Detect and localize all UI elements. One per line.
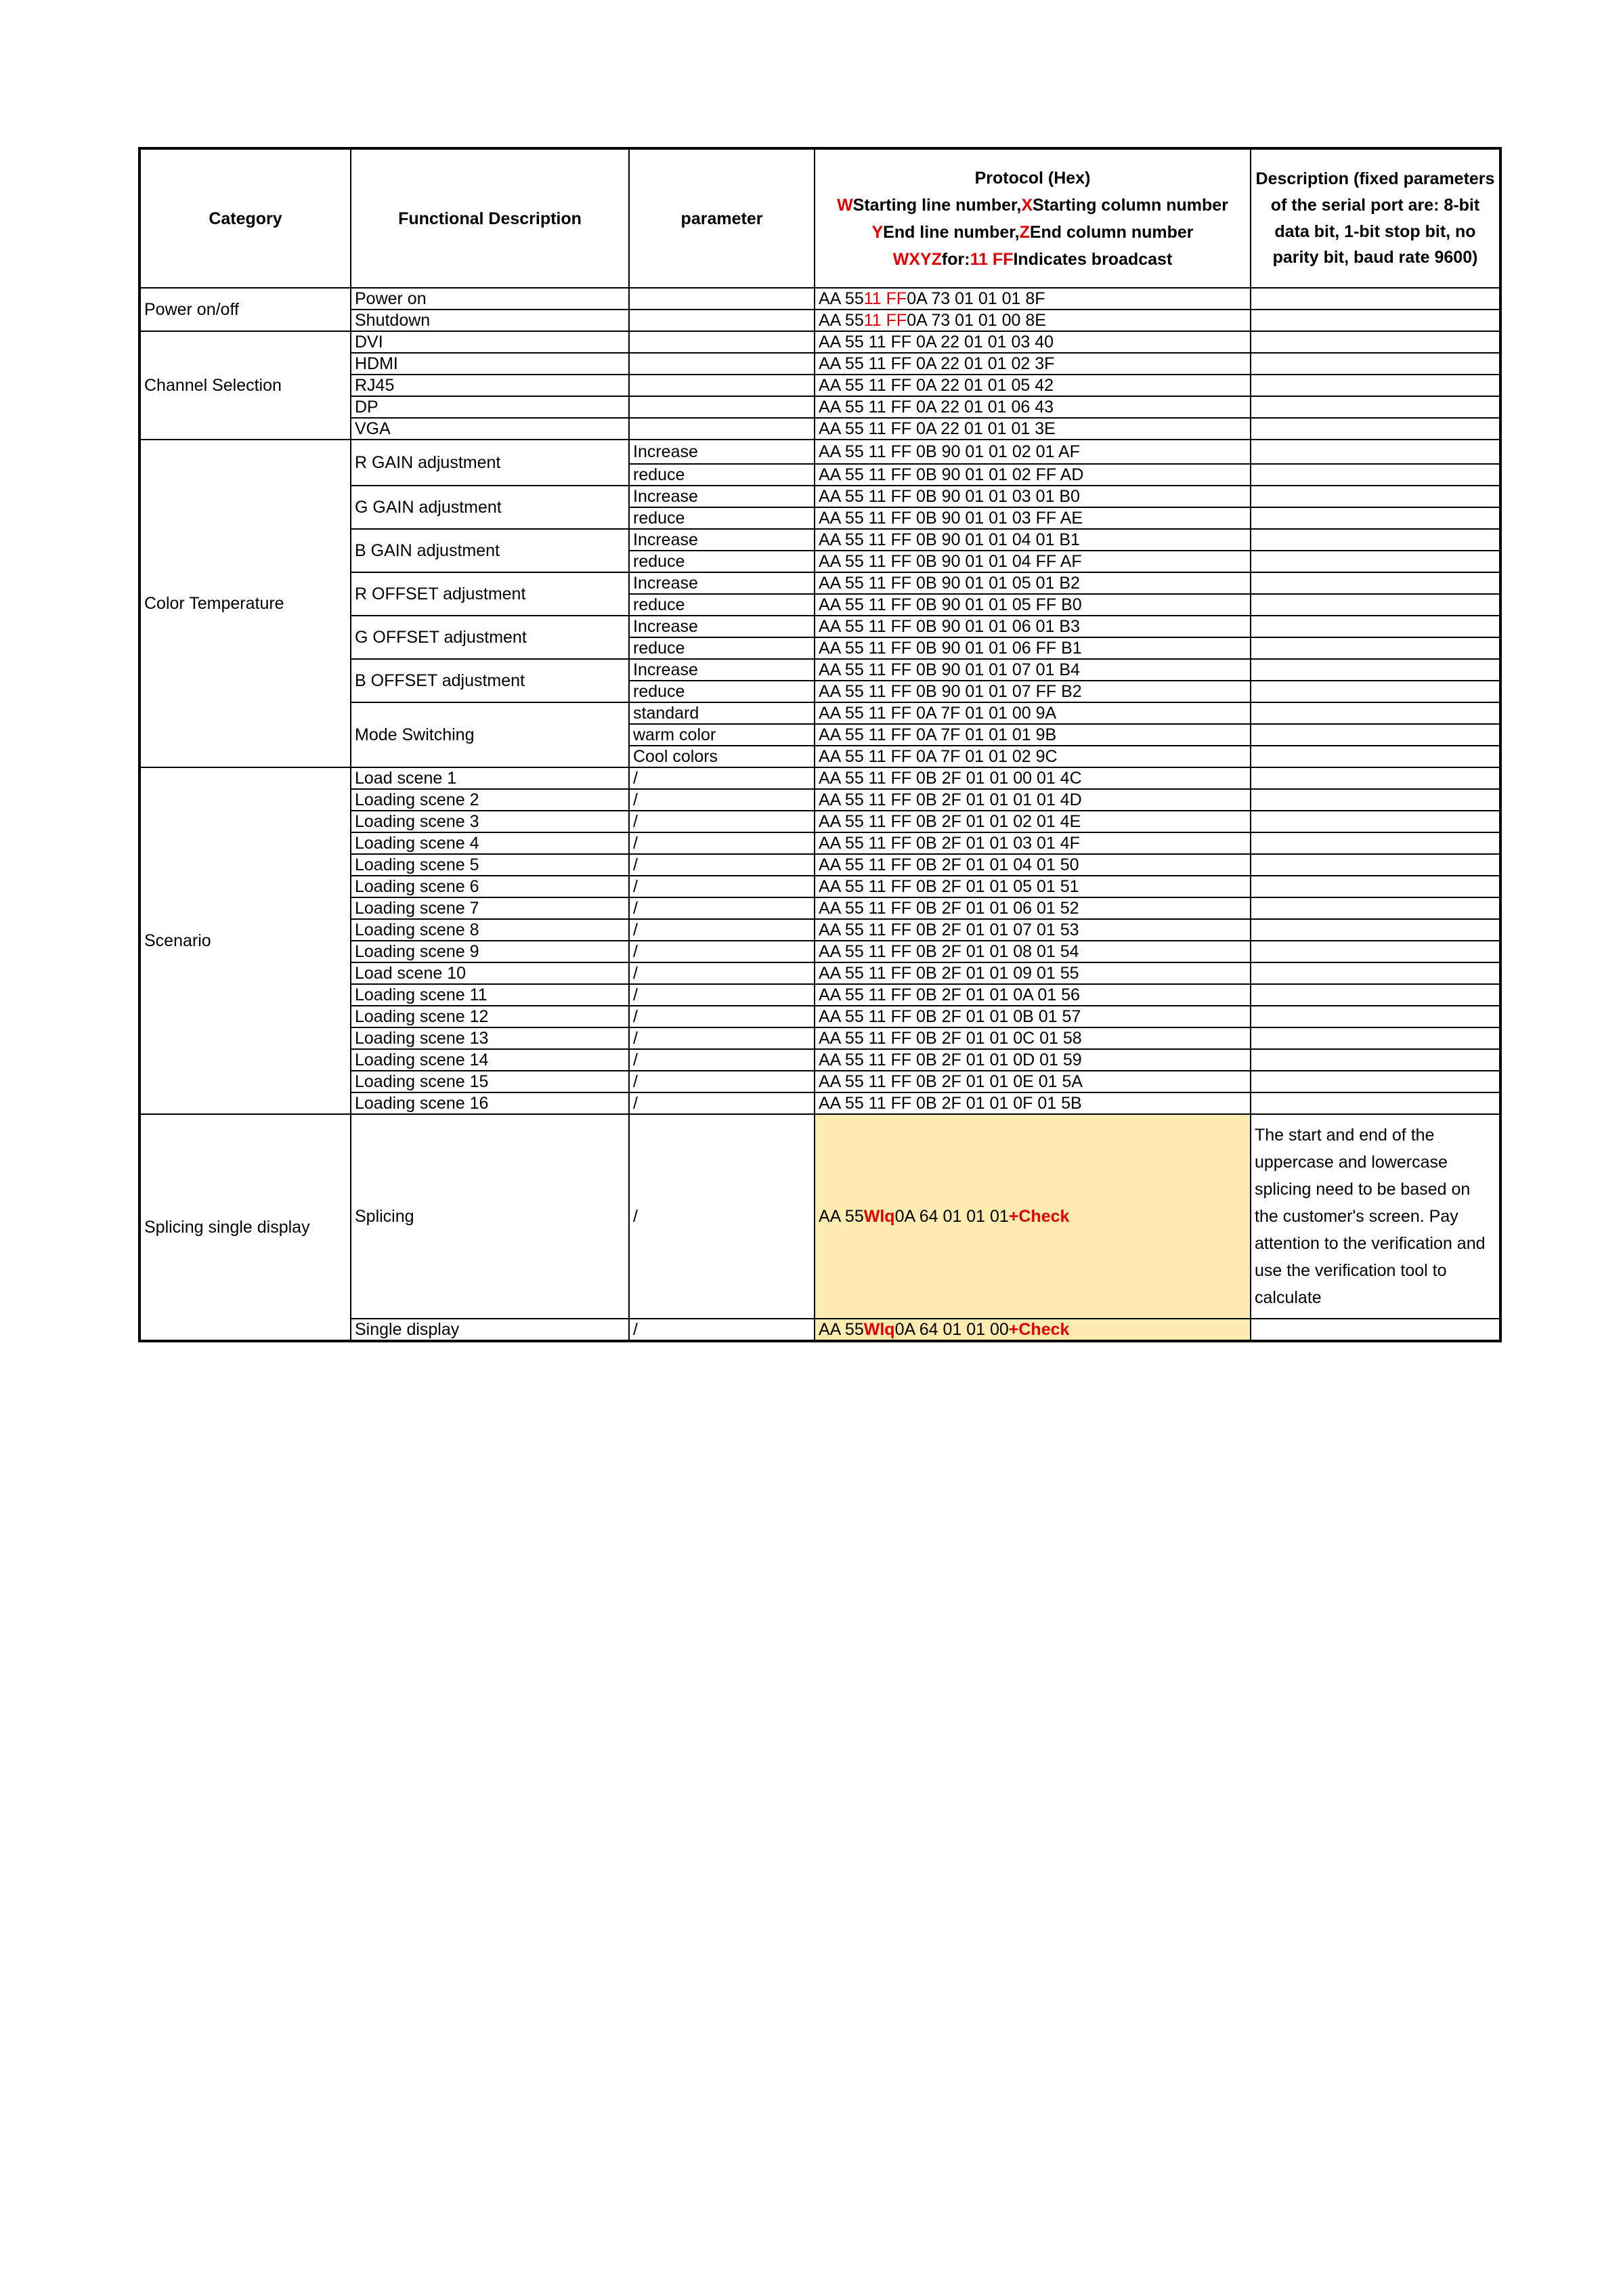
param-cell: [629, 396, 815, 418]
param-cell: /: [629, 919, 815, 941]
splicing-note: The start and end of the uppercase and lowercase splicing need to be based on the customer's screen. Pay attention to the verification and use the verification tool to calculate: [1251, 1114, 1500, 1319]
desc-cell: [1251, 1319, 1500, 1341]
func-cell: G GAIN adjustment: [351, 486, 629, 529]
param-cell: /: [629, 789, 815, 811]
protocol-cell: AA 55Wlq0A 64 01 01 00+Check: [815, 1319, 1251, 1341]
func-cell: R OFFSET adjustment: [351, 572, 629, 616]
protocol-legend-line-2: YEnd line number,ZEnd column number: [871, 222, 1194, 242]
protocol-cell: AA 55 11 FF 0B 2F 01 01 01 01 4D: [815, 789, 1251, 811]
desc-cell: [1251, 440, 1500, 464]
desc-cell: [1251, 854, 1500, 876]
param-cell: /: [629, 854, 815, 876]
func-cell: Loading scene 3: [351, 811, 629, 832]
desc-cell: [1251, 919, 1500, 941]
protocol-cell: AA 55 11 FF 0B 2F 01 01 05 01 51: [815, 876, 1251, 897]
param-cell: Increase: [629, 616, 815, 637]
protocol-cell: AA 55 11 FF 0B 2F 01 01 02 01 4E: [815, 811, 1251, 832]
desc-cell: [1251, 659, 1500, 681]
protocol-cell: AA 55 11 FF 0B 90 01 01 05 01 B2: [815, 572, 1251, 594]
protocol-cell: AA 55 11 FF 0B 2F 01 01 0B 01 57: [815, 1006, 1251, 1027]
func-cell: DP: [351, 396, 629, 418]
desc-cell: [1251, 897, 1500, 919]
param-cell: reduce: [629, 507, 815, 529]
category-channel: Channel Selection: [139, 331, 351, 440]
func-cell: Loading scene 4: [351, 832, 629, 854]
param-cell: /: [629, 876, 815, 897]
desc-cell: [1251, 1027, 1500, 1049]
desc-cell: [1251, 702, 1500, 724]
category-power: Power on/off: [139, 288, 351, 331]
func-cell: Loading scene 9: [351, 941, 629, 962]
protocol-cell: AA 55 11 FF 0B 90 01 01 02 FF AD: [815, 464, 1251, 486]
protocol-cell: AA 55 11 FF 0B 90 01 01 04 FF AF: [815, 551, 1251, 572]
desc-cell: [1251, 724, 1500, 746]
func-cell: B OFFSET adjustment: [351, 659, 629, 702]
desc-cell: [1251, 375, 1500, 396]
func-cell: G OFFSET adjustment: [351, 616, 629, 659]
param-cell: [629, 375, 815, 396]
protocol-cell: AA 55 11 FF 0B 90 01 01 07 01 B4: [815, 659, 1251, 681]
param-cell: [629, 310, 815, 331]
protocol-cell: AA 55 11 FF 0B 90 01 01 06 FF B1: [815, 637, 1251, 659]
param-cell: Increase: [629, 659, 815, 681]
param-cell: Cool colors: [629, 746, 815, 767]
protocol-cell: AA 55 11 FF 0B 90 01 01 03 FF AE: [815, 507, 1251, 529]
param-cell: /: [629, 1114, 815, 1319]
desc-cell: [1251, 551, 1500, 572]
protocol-legend-line-1: WStarting line number,XStarting column number: [837, 195, 1228, 215]
desc-cell: [1251, 529, 1500, 551]
protocol-cell: AA 55 11 FF 0A 22 01 01 05 42: [815, 375, 1251, 396]
protocol-cell: AA 55 11 FF 0A 7F 01 01 02 9C: [815, 746, 1251, 767]
protocol-table: [138, 147, 1502, 1342]
func-cell: Load scene 1: [351, 767, 629, 789]
table-row: [139, 767, 1500, 789]
protocol-cell: AA 55 11 FF 0A 22 01 01 06 43: [815, 396, 1251, 418]
protocol-cell: AA 55 11 FF 0B 2F 01 01 03 01 4F: [815, 832, 1251, 854]
func-cell: Loading scene 8: [351, 919, 629, 941]
param-cell: /: [629, 767, 815, 789]
protocol-cell: AA 55 11 FF 0A 7F 01 01 00 9A: [815, 702, 1251, 724]
func-cell: Single display: [351, 1319, 629, 1341]
param-cell: /: [629, 1027, 815, 1049]
param-cell: /: [629, 1049, 815, 1071]
protocol-cell: AA 55 11 FF 0B 2F 01 01 06 01 52: [815, 897, 1251, 919]
param-cell: standard: [629, 702, 815, 724]
func-cell: Load scene 10: [351, 962, 629, 984]
protocol-cell: AA 55 11 FF 0B 2F 01 01 08 01 54: [815, 941, 1251, 962]
func-cell: HDMI: [351, 353, 629, 375]
desc-cell: [1251, 310, 1500, 331]
param-cell: reduce: [629, 464, 815, 486]
protocol-cell: AA 5511 FF0A 73 01 01 01 8F: [815, 288, 1251, 310]
param-cell: /: [629, 962, 815, 984]
desc-cell: [1251, 1049, 1500, 1071]
func-cell: Loading scene 13: [351, 1027, 629, 1049]
desc-cell: [1251, 1092, 1500, 1114]
desc-cell: [1251, 572, 1500, 594]
protocol-cell: AA 55 11 FF 0B 90 01 01 06 01 B3: [815, 616, 1251, 637]
param-cell: reduce: [629, 594, 815, 616]
param-cell: [629, 418, 815, 440]
protocol-cell: AA 55 11 FF 0B 2F 01 01 0C 01 58: [815, 1027, 1251, 1049]
param-cell: /: [629, 1092, 815, 1114]
func-cell: Loading scene 15: [351, 1071, 629, 1092]
param-cell: [629, 331, 815, 353]
protocol-cell: AA 55 11 FF 0A 22 01 01 03 40: [815, 331, 1251, 353]
func-cell: Loading scene 11: [351, 984, 629, 1006]
protocol-cell: AA 55 11 FF 0A 22 01 01 02 3F: [815, 353, 1251, 375]
param-cell: Increase: [629, 572, 815, 594]
func-cell: Shutdown: [351, 310, 629, 331]
protocol-cell: AA 55 11 FF 0B 90 01 01 05 FF B0: [815, 594, 1251, 616]
desc-cell: [1251, 1006, 1500, 1027]
desc-cell: [1251, 811, 1500, 832]
func-cell: B GAIN adjustment: [351, 529, 629, 572]
param-cell: reduce: [629, 681, 815, 702]
protocol-cell: AA 55 11 FF 0B 2F 01 01 04 01 50: [815, 854, 1251, 876]
param-cell: /: [629, 984, 815, 1006]
desc-cell: [1251, 681, 1500, 702]
desc-cell: [1251, 1071, 1500, 1092]
table-row: [139, 288, 1500, 310]
param-cell: /: [629, 1006, 815, 1027]
func-cell: Loading scene 16: [351, 1092, 629, 1114]
protocol-cell: AA 55Wlq0A 64 01 01 01+Check: [815, 1114, 1251, 1319]
param-cell: /: [629, 832, 815, 854]
header-functional-description: Functional Description: [351, 148, 629, 288]
category-scenario: Scenario: [139, 767, 351, 1114]
category-splicing: Splicing single display: [139, 1114, 351, 1341]
desc-cell: [1251, 962, 1500, 984]
header-category: Category: [139, 148, 351, 288]
param-cell: /: [629, 1071, 815, 1092]
desc-cell: [1251, 746, 1500, 767]
param-cell: /: [629, 1319, 815, 1341]
desc-cell: [1251, 789, 1500, 811]
table-header-row: [139, 148, 1500, 288]
desc-cell: [1251, 507, 1500, 529]
desc-cell: [1251, 832, 1500, 854]
desc-cell: [1251, 353, 1500, 375]
param-cell: reduce: [629, 637, 815, 659]
param-cell: /: [629, 941, 815, 962]
func-cell: VGA: [351, 418, 629, 440]
param-cell: /: [629, 811, 815, 832]
protocol-cell: AA 55 11 FF 0A 7F 01 01 01 9B: [815, 724, 1251, 746]
func-cell: Power on: [351, 288, 629, 310]
func-cell: Splicing: [351, 1114, 629, 1319]
protocol-cell: AA 55 11 FF 0B 2F 01 01 0F 01 5B: [815, 1092, 1251, 1114]
func-cell: RJ45: [351, 375, 629, 396]
func-cell: Loading scene 7: [351, 897, 629, 919]
protocol-cell: AA 55 11 FF 0B 2F 01 01 0D 01 59: [815, 1049, 1251, 1071]
desc-cell: [1251, 464, 1500, 486]
protocol-cell: AA 55 11 FF 0B 90 01 01 02 01 AF: [815, 440, 1251, 464]
table-row: [139, 440, 1500, 464]
param-cell: [629, 353, 815, 375]
param-cell: warm color: [629, 724, 815, 746]
func-cell: Mode Switching: [351, 702, 629, 767]
func-cell: Loading scene 12: [351, 1006, 629, 1027]
desc-cell: [1251, 418, 1500, 440]
param-cell: Increase: [629, 486, 815, 507]
desc-cell: [1251, 331, 1500, 353]
header-parameter: parameter: [629, 148, 815, 288]
desc-cell: [1251, 767, 1500, 789]
header-description: Description (fixed parameters of the serial port are: 8-bit data bit, 1-bit stop bit, no parity bit, baud rate 9600): [1251, 148, 1500, 288]
protocol-cell: AA 55 11 FF 0B 90 01 01 04 01 B1: [815, 529, 1251, 551]
desc-cell: [1251, 288, 1500, 310]
desc-cell: [1251, 876, 1500, 897]
protocol-title: Protocol (Hex): [974, 168, 1091, 188]
param-cell: [629, 288, 815, 310]
param-cell: /: [629, 897, 815, 919]
func-cell: Loading scene 2: [351, 789, 629, 811]
protocol-cell: AA 55 11 FF 0B 2F 01 01 00 01 4C: [815, 767, 1251, 789]
category-color-temperature: Color Temperature: [139, 440, 351, 767]
protocol-legend-line-3: WXYZfor:11 FFIndicates broadcast: [892, 249, 1173, 269]
protocol-cell: AA 55 11 FF 0B 90 01 01 03 01 B0: [815, 486, 1251, 507]
header-protocol: [815, 148, 1251, 288]
desc-cell: [1251, 637, 1500, 659]
desc-cell: [1251, 941, 1500, 962]
func-cell: R GAIN adjustment: [351, 440, 629, 486]
desc-cell: [1251, 396, 1500, 418]
protocol-cell: AA 55 11 FF 0B 2F 01 01 09 01 55: [815, 962, 1251, 984]
protocol-cell: AA 55 11 FF 0B 2F 01 01 0E 01 5A: [815, 1071, 1251, 1092]
table-row: [139, 1114, 1500, 1319]
desc-cell: [1251, 984, 1500, 1006]
protocol-cell: AA 55 11 FF 0A 22 01 01 01 3E: [815, 418, 1251, 440]
func-cell: Loading scene 6: [351, 876, 629, 897]
desc-cell: [1251, 594, 1500, 616]
func-cell: Loading scene 5: [351, 854, 629, 876]
func-cell: DVI: [351, 331, 629, 353]
desc-cell: [1251, 486, 1500, 507]
param-cell: reduce: [629, 551, 815, 572]
protocol-cell: AA 55 11 FF 0B 90 01 01 07 FF B2: [815, 681, 1251, 702]
desc-cell: [1251, 616, 1500, 637]
param-cell: Increase: [629, 440, 815, 464]
param-cell: Increase: [629, 529, 815, 551]
protocol-cell: AA 55 11 FF 0B 2F 01 01 0A 01 56: [815, 984, 1251, 1006]
protocol-cell: AA 5511 FF0A 73 01 01 00 8E: [815, 310, 1251, 331]
protocol-cell: AA 55 11 FF 0B 2F 01 01 07 01 53: [815, 919, 1251, 941]
func-cell: Loading scene 14: [351, 1049, 629, 1071]
table-row: [139, 331, 1500, 353]
